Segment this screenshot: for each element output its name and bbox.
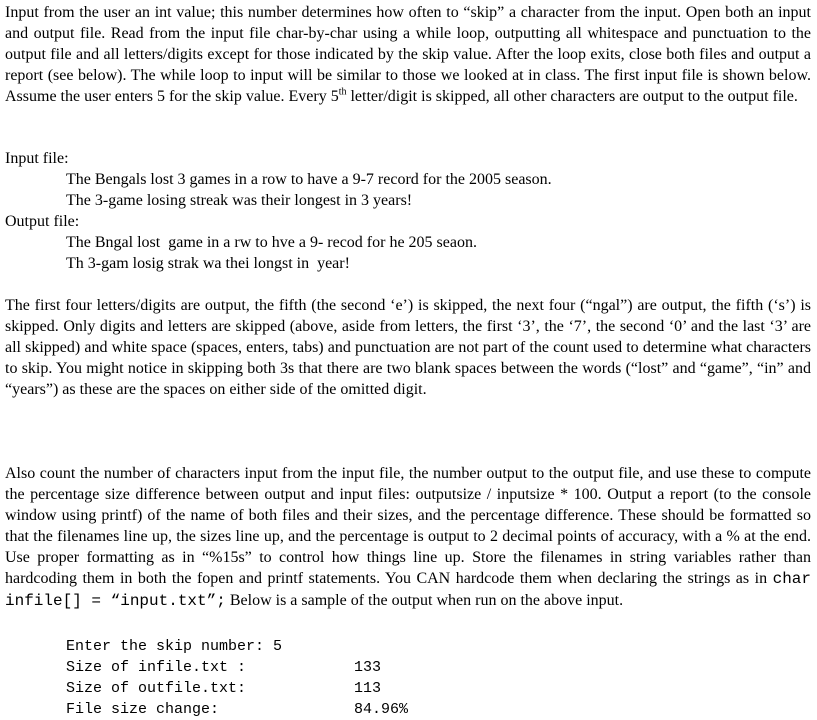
paragraph-instructions (5, 2, 811, 107)
inline-code: char infile[] = “input.txt”; (5, 570, 811, 610)
paragraph-instructions-tail: letter/digit is skipped, all other characters are output to the output file. (346, 88, 798, 105)
paragraph-report (5, 463, 811, 612)
sample-output-label: Size of infile.txt : (66, 659, 247, 676)
paragraph-report-tail: Below is a sample of the output when run on the above input. (225, 592, 624, 609)
sample-output-line-4 (66, 699, 409, 720)
sample-output-label: Size of outfile.txt: (66, 680, 247, 697)
paragraph-explanation-text: The first four letters/digits are output, the fifth (the second ‘e’) is skipped, the next four (“ngal”) are output, the fifth (‘s’) is skipped. Only digits and letters are skipped (above, aside from letters, the first ‘3’, the ‘7’, the second ‘0’ and the last ‘3’ are all skipped) and white space (spaces, enters, tabs) and punctuation are not part of the count used to determine what characters to skip. You might notice in skipping both 3s that there are two blank spaces between the words (“lost” and “game”, “in” and “years”) as these are the spaces on either side of the omitted digit. (5, 297, 811, 398)
sample-output-value: 84.96% (354, 701, 409, 718)
paragraph-explanation (5, 295, 811, 400)
output-file-label: Output file: (5, 213, 80, 230)
sample-output-label: File size change: (66, 701, 220, 718)
output-line-2: Th 3-gam losig strak wa thei longst in year! (66, 255, 350, 272)
input-file-label: Input file: (5, 150, 69, 167)
sample-output-line-1 (66, 636, 282, 657)
paragraph-report-text: Also count the number of characters input from the input file, the number output to the output file, and use these to compute the percentage size difference between output and input files: outputsize / inputsize * 100. Output a report (to the console window using printf) of the name of both files and their sizes, and the percentage difference. These should be formatted so that the filenames line up, the sizes line up, and the percentage is output to 2 decimal points of accuracy, with a % at the end. Use proper formatting as in “%15s” to control how things line up. Store the filenames in string variables rather than hardcoding them in both the fopen and printf statements. You CAN hardcode them when declaring the strings as in (5, 465, 811, 587)
ordinal-suffix: th (338, 86, 347, 98)
input-line-1: The Bengals lost 3 games in a row to have a 9-7 record for the 2005 season. (66, 171, 552, 188)
sample-output-value: 113 (354, 680, 382, 697)
sample-output-value: 133 (354, 659, 382, 676)
sample-output-line-2 (66, 657, 382, 678)
sample-output-label: Enter the skip number: 5 (66, 638, 283, 655)
sample-output-line-3 (66, 678, 382, 699)
input-line-2: The 3-game losing streak was their longest in 3 years! (66, 192, 413, 209)
paragraph-instructions-text: Input from the user an int value; this number determines how often to “skip” a character from the input. Open both an input and output file. Read from the input file char-by-char using a while loop, outputting all whitespace and punctuation to the output file and all letters/digits except for those indicated by the skip value. After the loop exits, close both files and output a report (see below). The while loop to input will be similar to those we looked at in class. The first input file is shown below. Assume the user enters 5 for the skip value. Every 5 (5, 4, 811, 105)
output-line-1: The Bngal lost game in a rw to hve a 9- recod for he 205 seaon. (66, 234, 477, 251)
